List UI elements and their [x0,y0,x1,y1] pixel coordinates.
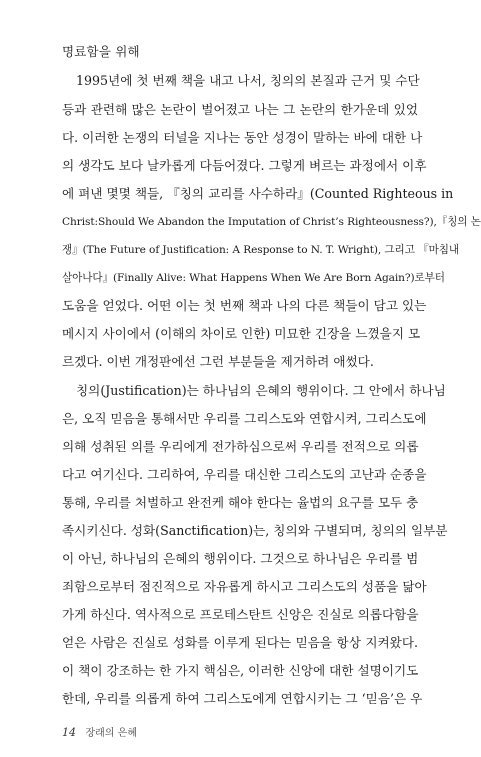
body-line-8: 살아나다』(Finally Alive: What Happens When We Are Born Again?)로부터 [62,272,445,284]
body-line-2: 등과 관련해 많은 논란이 벌어졌고 나는 그 논란의 한가운데 있었 [62,102,418,117]
body-line-23: 한데, 우리를 의롭게 하여 그리스도에게 연합시키는 그 ‘믿음’은 우 [62,691,423,706]
section-heading: 명료함을 위해 [62,44,140,59]
body-line-7: 쟁』(The Future of Justification: A Response to N. T. Wright), 그리고 『마침내 [62,244,459,256]
running-title: 장래의 은혜 [85,728,137,739]
body-line-9: 도움을 얻었다. 어떤 이는 첫 번째 책과 나의 다른 책들이 담고 있는 [62,298,427,313]
body-line-6: Christ:Should We Abandon the Imputation of Christ’s Righteousness?),『칭의 논 [62,216,481,228]
body-line-14: 의해 성취된 의를 우리에게 전가하심으로써 우리를 전적으로 의롭 [62,439,419,454]
body-line-3: 다. 이러한 논쟁의 터널을 지나는 동안 성경이 말하는 바에 대한 나 [62,130,423,145]
body-line-19: 죄함으로부터 점진적으로 자유롭게 하시고 그리스도의 성품을 닮아 [62,579,427,594]
body-line-10: 메시지 사이에서 (이해의 차이로 인한) 미묘한 긴장을 느꼈을지 모 [62,326,421,341]
body-line-15: 다고 여기신다. 그리하여, 우리를 대신한 그리스도의 고난과 순종을 [62,467,427,482]
body-line-20: 가게 하신다. 역사적으로 프로테스탄트 신앙은 진실로 의롭다함을 [62,607,419,622]
body-line-22: 이 책이 강조하는 한 가지 핵심은, 이러한 신앙에 대한 설명이기도 [62,663,419,678]
body-line-16: 통해, 우리를 처벌하고 완전케 해야 한다는 율법의 요구를 모두 충 [62,495,419,510]
body-line-18: 이 아닌, 하나님의 은혜의 행위이다. 그것으로 하나님은 우리를 범 [62,551,419,566]
body-line-21: 얻은 사람은 진실로 성화를 이루게 된다는 믿음을 항상 지켜왔다. [62,635,418,650]
body-line-1: 1995년에 첫 번째 책을 내고 나서, 칭의의 본질과 근거 및 수단 [76,73,420,88]
body-line-17: 족시키신다. 성화(Sanctification)는, 칭의와 구별되며, 칭의의 일부분 [62,523,448,538]
page-number: 14 [62,726,76,739]
body-line-4: 의 생각도 보다 날카롭게 다듬어졌다. 그렇게 벼르는 과정에서 이후 [62,158,427,173]
body-line-5: 에 펴낸 몇몇 책들, 『칭의 교리를 사수하라』(Counted Righteous in [62,186,454,201]
page-footer [62,724,137,739]
body-line-13: 은, 오직 믿음을 통해서만 우리를 그리스도와 연합시켜, 그리스도에 [62,411,427,426]
body-line-12: 칭의(Justification)는 하나님의 은혜의 행위이다. 그 안에서 하나님 [76,383,446,398]
body-line-11: 르겠다. 이번 개정판에선 그런 부분들을 제거하려 애썼다. [62,354,374,369]
